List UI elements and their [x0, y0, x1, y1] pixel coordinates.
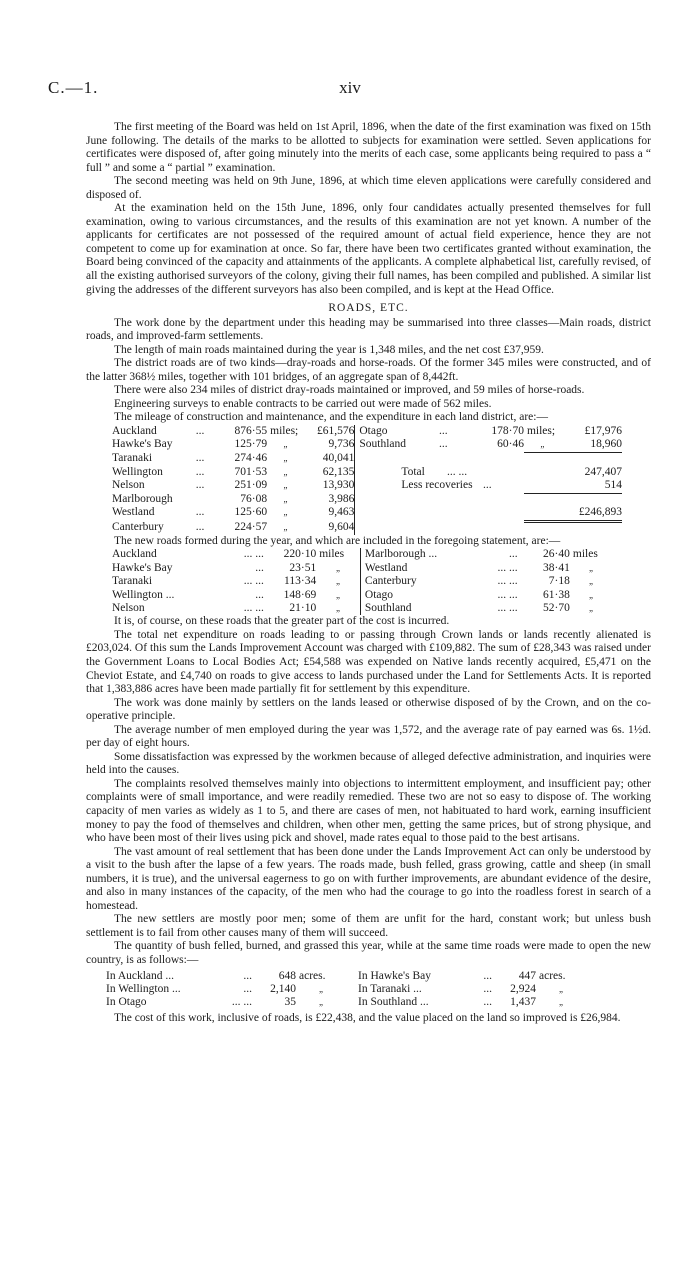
district-name: Hawke's Bay — [112, 561, 173, 574]
table-row — [112, 602, 612, 615]
leader-dots: ... — [255, 561, 264, 574]
amount-value: 40,041 — [322, 452, 355, 465]
leader-dots: ... ... — [243, 575, 264, 588]
leader-dots: ... — [243, 969, 252, 982]
leader-dots: ... ... — [497, 588, 518, 601]
place-name: In Wellington ... — [106, 982, 181, 995]
district-name: Hawke's Bay — [112, 438, 173, 451]
table-row — [112, 425, 622, 438]
acres-value: 447 — [518, 969, 536, 982]
ditto-mark: „ — [336, 562, 341, 573]
rule — [524, 452, 622, 465]
miles-value: 178·70 — [491, 425, 524, 438]
ditto-mark: „ — [540, 439, 545, 450]
unit: acres. — [299, 969, 326, 982]
table-row — [106, 970, 586, 983]
paragraph: The work was done mainly by settlers on the lands leased or otherwise disposed of by the Crown, and on the co-operative principle. — [86, 696, 651, 723]
paragraph: There were also 234 miles of district dray-roads maintained or improved, and 59 miles of horse-roads. — [114, 384, 585, 397]
paragraph: The total net expenditure on roads leading to or passing through Crown lands or lands recently alienated is £203,024. Of this sum the Lands Improvement Account was charged with £109,882. The sum of £28,343 was raised under the Government Loans to Local Bodies Act; £54,588 was expended on Native lands recently acquired, £5,471 on the Cheviot Estate, and £4,740 on roads to give access to lands purchased under the Land for Settlements Acts. It is reported that 1,383,886 acres have been made partially fit for settlement by this expenditure. — [86, 628, 651, 696]
leader-dots — [196, 438, 223, 452]
table-row — [106, 996, 586, 1009]
district-name: Wellington — [112, 465, 163, 478]
leader-dots: ... ... — [243, 548, 264, 561]
leader-dots: ... ... — [497, 561, 518, 574]
miles-value: 274·46 — [234, 452, 268, 465]
ditto-mark: „ — [588, 562, 593, 573]
unit: miles — [319, 548, 345, 561]
ditto-mark: „ — [283, 522, 288, 533]
acres-value: 648 — [278, 969, 296, 982]
miles-value: 220·10 — [283, 548, 317, 561]
leader-dots: ... — [438, 438, 448, 451]
miles-value: 876·55 — [234, 425, 268, 438]
paragraph: At the examination held on the 15th June, 1896, only four candidates actually presented themselves for full examination, owing to various circumstances, and the results of this examination are not yet known. A number of the applicants for certificates are not possessed of the required amount of actual field experience, hence they are not competent to come up for examination at once. So far, there have been two certificates granted without examination, the Board being convinced of the capacity and attainments of the applicants. A complete alphabetical list, carefully revised, of all the existing authorised surveyors of the colony, giving their full names, has been compiled and published. A similar list giving the addresses of the different surveyors has also been compiled, and is kept at the Head Office. — [86, 202, 651, 296]
paragraph: Some dissatisfaction was expressed by the workmen because of alleged defective administration, and inquiries were held into the causes. — [86, 750, 651, 777]
miles-value: 251·09 — [234, 479, 268, 492]
district-name: Otago — [355, 425, 439, 438]
leader-dots: ... — [438, 425, 448, 438]
paragraph: The length of main roads maintained during the year is 1,348 miles, and the net cost £37,959. — [114, 343, 544, 356]
table-row — [112, 506, 622, 521]
unit: miles; — [270, 425, 299, 438]
district-name: Southland — [355, 438, 439, 452]
table-row — [112, 466, 622, 479]
amount-value: 13,930 — [322, 479, 355, 492]
paragraph: The mileage of construction and maintenance, and the expenditure in each land district, are:— — [114, 411, 548, 424]
miles-value: 61·38 — [543, 588, 570, 601]
miles-value: 148·69 — [283, 588, 317, 601]
ditto-mark: „ — [283, 480, 288, 491]
unit: acres. — [539, 969, 566, 982]
district-name: Taranaki — [112, 452, 153, 465]
leader-dots — [196, 493, 223, 506]
district-name: Taranaki — [112, 575, 153, 588]
place-name: In Auckland ... — [106, 969, 175, 982]
ditto-mark: „ — [588, 602, 593, 613]
district-name: Southland — [360, 602, 460, 615]
amount-value: 9,604 — [328, 521, 355, 534]
amount-value: 62,135 — [322, 465, 355, 478]
total-value: 247,407 — [584, 465, 622, 478]
miles-value: 21·10 — [289, 601, 317, 614]
miles-value: 125·79 — [234, 438, 268, 451]
miles-value: 38·41 — [543, 561, 570, 574]
district-name: Nelson — [112, 479, 145, 492]
miles-value: 125·60 — [234, 506, 268, 519]
district-name: Canterbury — [360, 575, 460, 588]
leader-dots: ... — [255, 588, 264, 601]
place-name: In Otago — [106, 996, 147, 1009]
paragraph: Engineering surveys to enable contracts to be carried out were made of 562 miles. — [114, 397, 492, 410]
leader-dots: ... ... — [497, 575, 518, 588]
ditto-mark: „ — [283, 494, 288, 505]
miles-value: 224·57 — [234, 521, 268, 534]
ditto-mark: „ — [283, 507, 288, 518]
ditto-mark: „ — [559, 983, 563, 994]
place-name: In Southland ... — [358, 996, 429, 1009]
district-name: Nelson — [112, 601, 145, 614]
paragraph: The district roads are of two kinds—dray-roads and horse-roads. Of the former 345 miles were constructed, and of the latter 368½ miles, together with 101 bridges, of an aggregate span of 8,442ft. — [86, 357, 651, 383]
district-name: Auckland — [112, 425, 157, 438]
amount-value: 9,463 — [328, 506, 355, 519]
amount-value: 3,986 — [328, 493, 355, 506]
ditto-mark: „ — [283, 453, 288, 464]
paragraph: The new settlers are mostly poor men; some of them are unfit for the hard, constant work; but unless bush settlement is to fail from other causes many of them will succeed. — [86, 913, 651, 939]
ditto-mark: „ — [283, 466, 288, 477]
bush-felled-table — [106, 970, 586, 1010]
district-name: Marlborough ... — [360, 548, 460, 561]
leader-dots: ... — [482, 479, 492, 492]
mileage-expenditure-table — [112, 425, 622, 535]
leader-dots: ... — [243, 982, 252, 995]
new-roads-table — [112, 548, 612, 615]
leader-dots: ... — [195, 425, 205, 438]
leader-dots: ... — [508, 548, 518, 561]
table-row — [112, 438, 622, 452]
table-row — [112, 589, 612, 602]
net-total-value: £246,893 — [524, 506, 622, 521]
leader-dots: ... ... — [243, 601, 264, 614]
paragraph: The second meeting was held on 9th June, 1896, at which time eleven applications were carefully considered and disposed of. — [86, 175, 651, 201]
table-row — [106, 983, 586, 996]
leader-dots: ... — [483, 969, 492, 982]
acres-value: 1,437 — [510, 996, 536, 1009]
total-label: Total — [355, 466, 439, 479]
leader-dots: ... — [195, 521, 205, 534]
leader-dots: ... — [195, 452, 205, 465]
district-name: Canterbury — [112, 521, 164, 534]
district-name: Marlborough — [112, 493, 173, 506]
ditto-mark: „ — [319, 983, 323, 994]
leader-dots: ... — [195, 506, 205, 519]
ditto-mark: „ — [336, 589, 341, 600]
unit: miles; — [526, 425, 556, 438]
miles-value: 52·70 — [543, 601, 570, 614]
unit: miles — [572, 548, 598, 561]
table-row — [112, 521, 622, 534]
leader-dots: ... — [483, 996, 492, 1009]
paragraph: The complaints resolved themselves mainly into objections to intermittent employment, and insufficient pay; other complaints were of small importance, and were readily remedied. These two are not so easy to dispose of. The working capacity of men varies as widely as 1 to 5, and there are cases of men, not habituated to hard work, earning insufficient money to pay the food of themselves and children, when other men, getting the same prices, but of strong physique, and who have been most of their lives using pick and shovel, made rates equal to those paid to the best artisans. — [86, 777, 651, 845]
ditto-mark: „ — [283, 439, 288, 450]
district-name: Westland — [112, 506, 155, 519]
leader-dots: ... — [195, 479, 205, 492]
ditto-mark: „ — [336, 576, 341, 587]
district-name: Auckland — [112, 548, 157, 561]
paragraph: The new roads formed during the year, and which are included in the foregoing statement, are:— — [114, 534, 561, 547]
acres-value: 35 — [284, 996, 296, 1009]
rule — [524, 493, 622, 506]
paragraph: The vast amount of real settlement that has been done under the Lands Improvement Act can only be understood by a visit to the bush after the lapse of a few years. The roads made, bush felled, grass growing, cattle and sheep (in small numbers, it is true), and the universal eagerness to go on with further improvements, are abundant evidence of the desire, and also in many instances of the capacity, of the men who had the courage to go into the roadless forest in search of a homestead. — [86, 845, 651, 912]
miles-value: 701·53 — [234, 465, 268, 478]
acres-value: 2,140 — [270, 982, 296, 995]
miles-value: 23·51 — [289, 561, 317, 574]
ditto-mark: „ — [336, 602, 341, 613]
table-row — [112, 479, 622, 493]
district-name: Wellington ... — [112, 588, 175, 601]
miles-value: 7·18 — [548, 575, 570, 588]
ditto-mark: „ — [559, 997, 563, 1008]
leader-dots: ... ... — [231, 996, 252, 1009]
recoveries-label: Less recoveries — [355, 479, 475, 493]
miles-value: 113·34 — [284, 575, 317, 588]
paragraph: The cost of this work, inclusive of roads, is £22,438, and the value placed on the land so improved is £26,984. — [114, 1011, 621, 1024]
table-row — [112, 493, 622, 506]
ditto-mark: „ — [588, 576, 593, 587]
leader-dots: ... ... — [497, 601, 518, 614]
miles-value: 60·46 — [497, 438, 524, 451]
amount-value: 9,736 — [328, 438, 355, 451]
amount-value: £61,576 — [317, 425, 355, 438]
miles-value: 76·08 — [240, 493, 268, 506]
section-title: ROADS, ETC. — [328, 302, 409, 315]
ditto-mark: „ — [319, 997, 323, 1008]
paragraph: The work done by the department under this heading may be summarised into three classes—Main roads, district roads, and improved-farm settlements. — [86, 316, 651, 343]
table-row — [112, 575, 612, 588]
amount-value: £17,976 — [584, 425, 622, 438]
place-name: In Hawke's Bay — [358, 969, 431, 982]
page-reference: C.—1. — [48, 78, 99, 97]
recoveries-value: 514 — [604, 479, 622, 492]
miles-value: 26·40 — [543, 548, 570, 561]
table-row — [112, 562, 612, 575]
table-row — [112, 452, 622, 465]
acres-value: 2,924 — [510, 982, 536, 995]
page-number: xiv — [339, 78, 361, 97]
paragraph: The first meeting of the Board was held on 1st April, 1896, when the date of the first examination was fixed on 15th June following. The details of the marks to be allotted to subjects for examination were settled. Seven applications for certificates were disposed of, after going minutely into the merits of each case, some applicants being required to pass a “ full ” and some a “ partial ” examination. — [86, 121, 651, 174]
place-name: In Taranaki ... — [358, 982, 422, 995]
table-row — [112, 548, 612, 561]
leader-dots: ... ... — [446, 465, 468, 478]
leader-dots: ... — [195, 465, 205, 478]
ditto-mark: „ — [588, 589, 593, 600]
leader-dots: ... — [483, 982, 492, 995]
district-name: Westland — [360, 562, 460, 575]
paragraph: The average number of men employed during the year was 1,572, and the average rate of pay earned was 6s. 1½d. per day of eight hours. — [86, 723, 651, 750]
amount-value: 18,960 — [590, 438, 622, 451]
paragraph: It is, of course, on these roads that the greater part of the cost is incurred. — [114, 615, 450, 628]
district-name: Otago — [360, 589, 460, 602]
paragraph: The quantity of bush felled, burned, and grassed this year, while at the same time roads were made to open the new country, is as follows:— — [86, 940, 651, 967]
document-body — [86, 121, 651, 1025]
